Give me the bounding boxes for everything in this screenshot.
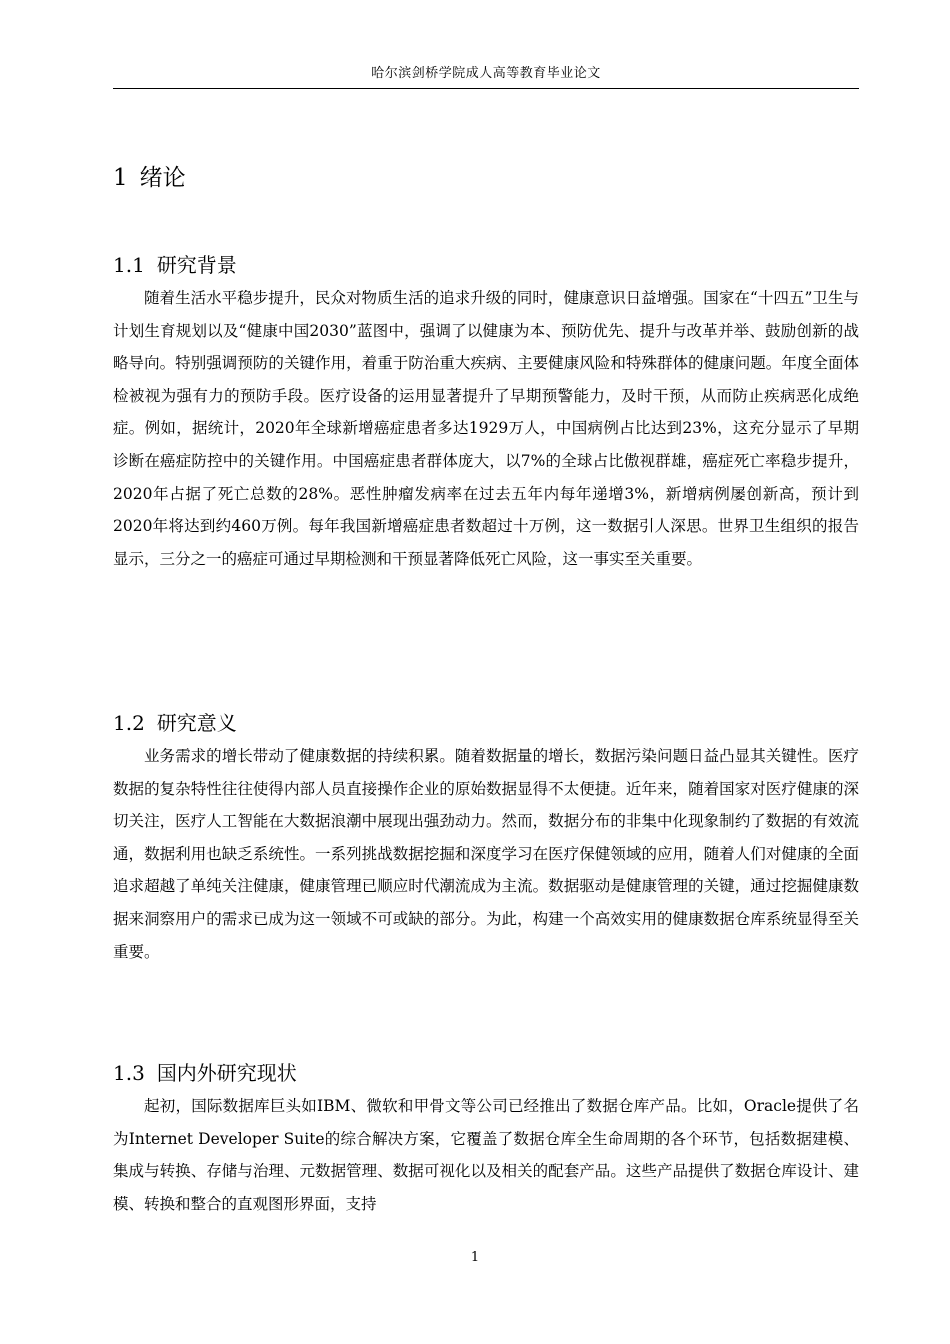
chapter-number: 1 (113, 165, 128, 191)
section-title: 研究意义 (156, 711, 237, 735)
section-research-status (113, 1056, 859, 1220)
page-footer (0, 1249, 950, 1267)
page-number: 1 (470, 1250, 480, 1265)
page-header (113, 60, 859, 89)
chapter-title: 绪论 (139, 165, 186, 191)
section-research-significance (113, 706, 859, 968)
section-research-background (113, 248, 859, 575)
section-heading (113, 248, 859, 282)
section-number: 1.1 (113, 253, 145, 277)
section-paragraph: 起初，国际数据库巨头如IBM、微软和甲骨文等公司已经推出了数据仓库产品。比如，Oracle提供了名为Internet Developer Suite的综合解决方案，它覆盖了数据仓库全生命周期的各个环节，包括数据建模、集成与转换、存储与治理、元数据管理、数据可视化以及相关的配套产品。这些产品提供了数据仓库设计、建模、转换和整合的直观图形界面，支持 (113, 1097, 859, 1213)
section-paragraph: 业务需求的增长带动了健康数据的持续积累。随着数据量的增长，数据污染问题日益凸显其关键性。医疗数据的复杂特性往往使得内部人员直接操作企业的原始数据显得不太便捷。近年来，随着国家对医疗健康的深切关注，医疗人工智能在大数据浪潮中展现出强劲动力。然而，数据分布的非集中化现象制约了数据的有效流通，数据利用也缺乏系统性。一系列挑战数据挖掘和深度学习在医疗保健领域的应用，随着人们对健康的全面追求超越了单纯关注健康，健康管理已顺应时代潮流成为主流。数据驱动是健康管理的关键，通过挖掘健康数据来洞察用户的需求已成为这一领域不可或缺的部分。为此，构建一个高效实用的健康数据仓库系统显得至关重要。 (113, 747, 859, 961)
chapter-heading (113, 160, 186, 196)
section-title: 国内外研究现状 (156, 1061, 297, 1085)
section-number: 1.2 (113, 711, 145, 735)
header-title: 哈尔滨剑桥学院成人高等教育毕业论文 (371, 66, 601, 81)
section-number: 1.3 (113, 1061, 145, 1085)
section-paragraph: 随着生活水平稳步提升，民众对物质生活的追求升级的同时，健康意识日益增强。国家在“十四五”卫生与计划生育规划以及“健康中国2030”蓝图中，强调了以健康为本、预防优先、提升与改革并举、鼓励创新的战略导向。特别强调预防的关键作用，着重于防治重大疾病、主要健康风险和特殊群体的健康问题。年度全面体检被视为强有力的预防手段。医疗设备的运用显著提升了早期预警能力，及时干预，从而防止疾病恶化成绝症。例如，据统计，2020年全球新增癌症患者多达1929万人，中国病例占比达到23%，这充分显示了早期诊断在癌症防控中的关键作用。中国癌症患者群体庞大，以7%的全球占比傲视群雄，癌症死亡率稳步提升，2020年占据了死亡总数的28%。恶性肿瘤发病率在过去五年内每年递增3%，新增病例屡创新高，预计到2020年将达到约460万例。每年我国新增癌症患者数超过十万例，这一数据引人深思。世界卫生组织的报告显示，三分之一的癌症可通过早期检测和干预显著降低死亡风险，这一事实至关重要。 (113, 289, 859, 568)
section-title: 研究背景 (156, 253, 237, 277)
section-heading (113, 706, 859, 740)
section-heading (113, 1056, 859, 1090)
